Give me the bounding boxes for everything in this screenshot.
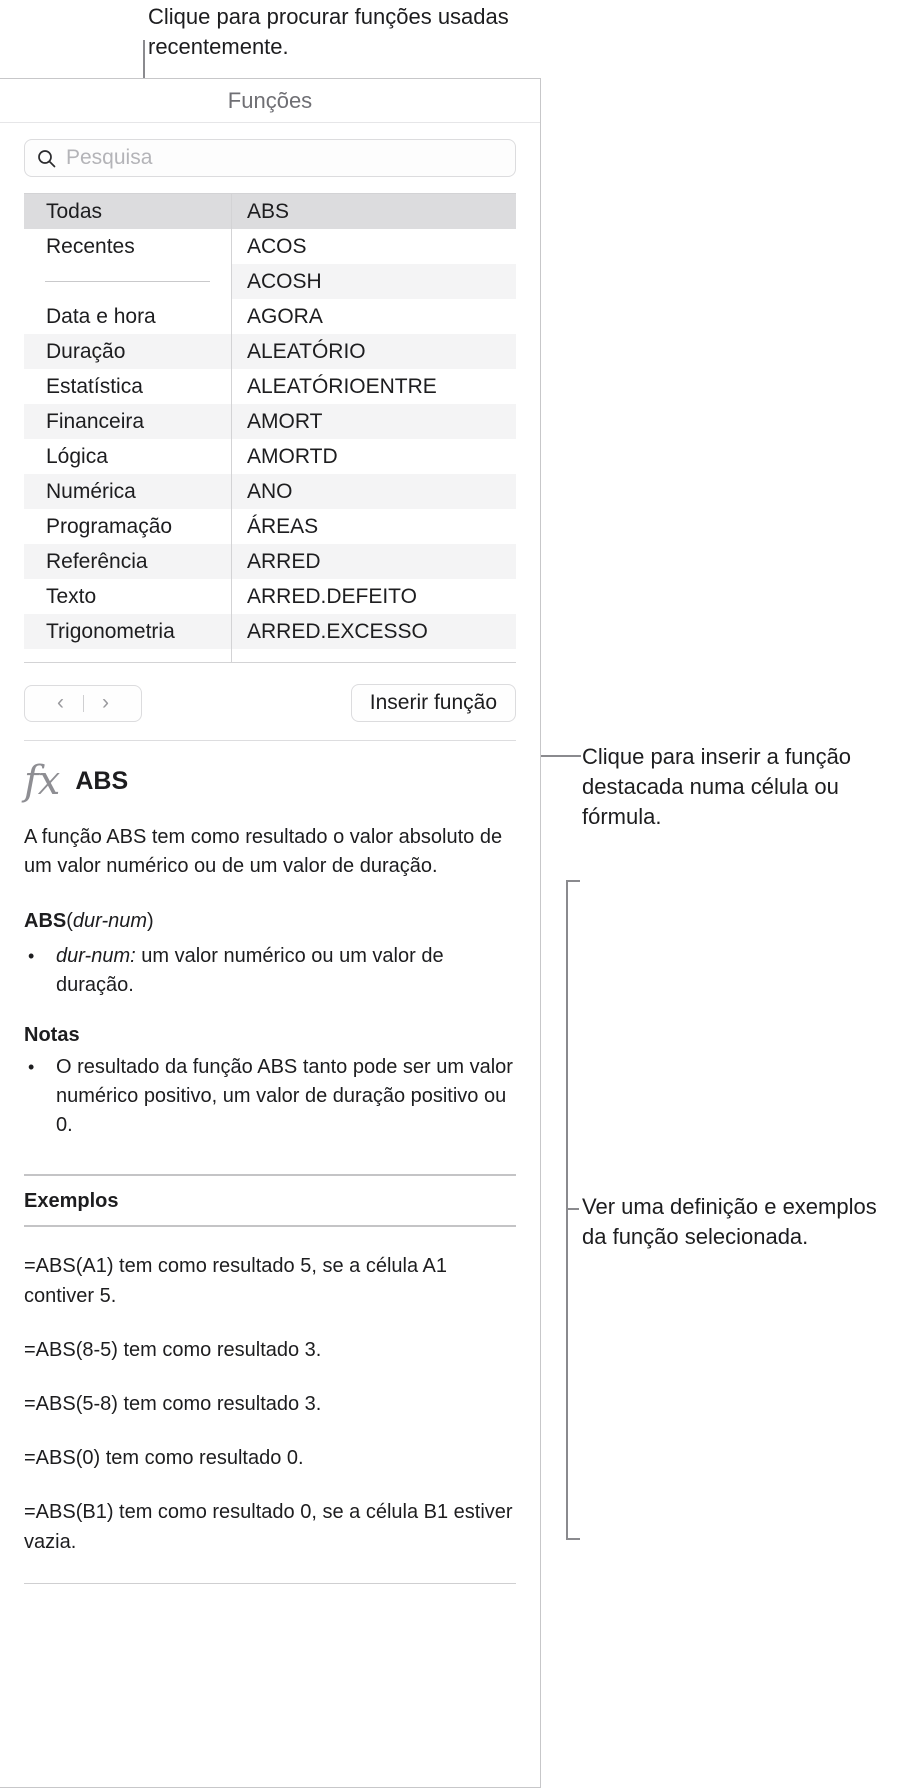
function-detail bbox=[0, 758, 540, 1584]
category-item-dura-o[interactable] bbox=[24, 334, 231, 369]
function-item-label: ALEATÓRIOENTRE bbox=[247, 374, 437, 398]
notes-heading: Notas bbox=[24, 1024, 80, 1046]
category-item-recentes[interactable] bbox=[24, 229, 231, 264]
function-item-acos[interactable] bbox=[232, 229, 516, 264]
function-item-label: ACOS bbox=[247, 234, 307, 258]
examples-rule-middle bbox=[24, 1225, 516, 1227]
example-item: =ABS(B1) tem como resultado 0, se a célula B1 estiver vazia. bbox=[24, 1501, 513, 1553]
function-item-label: ARRED bbox=[247, 549, 321, 573]
function-item-arred-defeito[interactable] bbox=[232, 579, 516, 614]
category-item-label: Programação bbox=[46, 514, 173, 538]
search-icon bbox=[37, 149, 56, 168]
function-item-arred[interactable] bbox=[232, 544, 516, 579]
category-item-estat-stica[interactable] bbox=[24, 369, 231, 404]
notes-list bbox=[24, 1053, 516, 1140]
function-item-aleat-rio[interactable] bbox=[232, 334, 516, 369]
search-area bbox=[0, 123, 540, 191]
nav-back-button[interactable]: ‹ bbox=[39, 686, 83, 721]
function-signature bbox=[24, 907, 516, 936]
function-item-label: AMORTD bbox=[247, 444, 338, 468]
function-item-label: AGORA bbox=[247, 304, 323, 328]
examples-rule-bottom bbox=[24, 1583, 516, 1584]
category-list[interactable] bbox=[24, 194, 232, 662]
function-item-label: ÁREAS bbox=[247, 514, 319, 538]
category-item-todas[interactable] bbox=[24, 194, 231, 229]
category-item-label: Todas bbox=[46, 199, 103, 223]
examples-rule-top bbox=[24, 1174, 516, 1176]
function-item-label: ACOSH bbox=[247, 269, 322, 293]
category-item-label: Duração bbox=[46, 339, 126, 363]
history-nav-group bbox=[24, 685, 142, 722]
nav-forward-button[interactable]: › bbox=[84, 686, 128, 721]
function-item-label: ABS bbox=[247, 199, 290, 223]
category-item-label: Data e hora bbox=[46, 304, 156, 328]
function-item-amortd[interactable] bbox=[232, 439, 516, 474]
function-item--reas[interactable] bbox=[232, 509, 516, 544]
callout-detail-bracket-vertical bbox=[566, 880, 568, 1540]
function-item-label: AMORT bbox=[247, 409, 323, 433]
callout-insert-leader-line bbox=[541, 755, 581, 757]
signature-close-paren: ) bbox=[147, 910, 154, 932]
search-field[interactable] bbox=[24, 139, 516, 177]
callout-detail-bracket-bottom-arm bbox=[566, 1538, 580, 1540]
function-item-label: ARRED.EXCESSO bbox=[247, 619, 428, 643]
panel-header bbox=[0, 79, 540, 123]
signature-argument: dur-num bbox=[72, 910, 148, 932]
function-browser bbox=[24, 193, 516, 663]
category-item-label: Trigonometria bbox=[46, 619, 175, 643]
signature-name: ABS bbox=[24, 910, 67, 932]
callout-detail-bracket-top-arm bbox=[566, 880, 580, 882]
page-title: Funções bbox=[227, 87, 313, 113]
category-item-programa-o[interactable] bbox=[24, 509, 231, 544]
function-item-label: ALEATÓRIO bbox=[247, 339, 366, 363]
category-item-label: Estatística bbox=[46, 374, 143, 398]
callout-recentes-label: Clique para procurar funções usadas recentemente. bbox=[148, 4, 509, 59]
function-item-acosh[interactable] bbox=[232, 264, 516, 299]
example-item: =ABS(5-8) tem como resultado 3. bbox=[24, 1393, 322, 1415]
function-item-ano[interactable] bbox=[232, 474, 516, 509]
example-item: =ABS(A1) tem como resultado 5, se a célula A1 contiver 5. bbox=[24, 1255, 447, 1307]
function-list[interactable] bbox=[232, 194, 516, 662]
fx-icon: fx bbox=[24, 758, 60, 804]
category-item-l-gica[interactable] bbox=[24, 439, 231, 474]
category-item-label: Financeira bbox=[46, 409, 145, 433]
category-item-refer-ncia[interactable] bbox=[24, 544, 231, 579]
category-item-separator bbox=[24, 264, 231, 299]
category-item-financeira[interactable] bbox=[24, 404, 231, 439]
insert-function-button[interactable]: Inserir função bbox=[351, 684, 516, 722]
panel-divider bbox=[24, 740, 516, 741]
example-item: =ABS(0) tem como resultado 0. bbox=[24, 1447, 304, 1469]
function-item-agora[interactable] bbox=[232, 299, 516, 334]
note-item: • O resultado da função ABS tanto pode ser um valor numérico positivo, um valor de duração positivo ou 0. bbox=[24, 1053, 516, 1140]
category-item-num-rica[interactable] bbox=[24, 474, 231, 509]
callout-insert-label: Clique para inserir a função destacada numa célula ou fórmula. bbox=[582, 744, 852, 829]
callout-detail-label: Ver uma definição e exemplos da função selecionada. bbox=[582, 1194, 877, 1249]
example-item: =ABS(8-5) tem como resultado 3. bbox=[24, 1339, 322, 1361]
category-item-label: Numérica bbox=[46, 479, 136, 503]
function-description: A função ABS tem como resultado o valor absoluto de um valor numérico ou de um valor de duração. bbox=[24, 826, 503, 877]
category-item-label: Texto bbox=[46, 584, 97, 608]
examples-heading: Exemplos bbox=[24, 1190, 119, 1212]
panel-controls bbox=[24, 684, 516, 722]
category-item-data-e-hora[interactable] bbox=[24, 299, 231, 334]
search-input[interactable] bbox=[66, 146, 503, 170]
signature-open-paren: ( bbox=[66, 910, 73, 932]
function-item-label: ANO bbox=[247, 479, 293, 503]
argument-list bbox=[24, 942, 516, 1000]
category-item-texto[interactable] bbox=[24, 579, 231, 614]
argument-text: um valor numérico ou um valor de duração. bbox=[56, 945, 444, 996]
function-item-arred-excesso[interactable] bbox=[232, 614, 516, 649]
function-item-abs[interactable] bbox=[232, 194, 516, 229]
function-item-aleat-rioentre[interactable] bbox=[232, 369, 516, 404]
function-item-amort[interactable] bbox=[232, 404, 516, 439]
functions-panel bbox=[0, 78, 541, 1788]
category-item-separator-line bbox=[45, 281, 210, 282]
function-name-heading: ABS bbox=[75, 766, 129, 795]
argument-term: dur-num: bbox=[56, 945, 136, 967]
category-item-trigonometria[interactable] bbox=[24, 614, 231, 649]
function-detail-header bbox=[24, 758, 516, 804]
function-item-label: ARRED.DEFEITO bbox=[247, 584, 417, 608]
category-item-label: Referência bbox=[46, 549, 148, 573]
category-item-label: Recentes bbox=[46, 234, 135, 258]
argument-item bbox=[24, 942, 516, 1000]
examples-list bbox=[24, 1251, 516, 1557]
category-item-label: Lógica bbox=[46, 444, 108, 468]
callout-detail-leader-tick bbox=[566, 1208, 579, 1210]
